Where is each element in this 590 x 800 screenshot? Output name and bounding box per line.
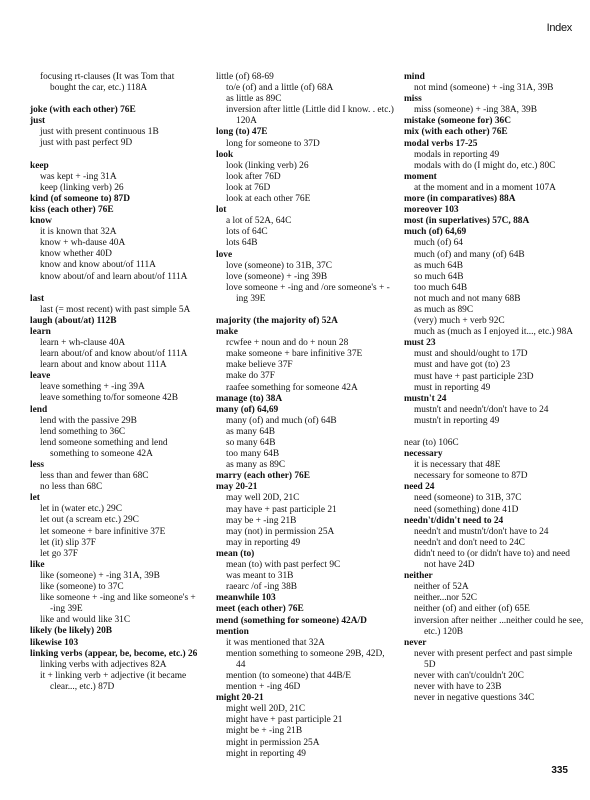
- page-number: 335: [551, 765, 568, 776]
- index-entry: near (to) 106C: [404, 438, 459, 448]
- index-entry: might be + -ing 21B: [226, 726, 303, 737]
- index-entry: leave something to/for someone 42B: [40, 393, 178, 404]
- index-entry: lots 64B: [226, 238, 258, 249]
- index-entry: raearc /of -ing 38B: [226, 582, 298, 593]
- index-headword: mustn't 24: [404, 393, 447, 404]
- index-headword: like: [30, 559, 45, 570]
- index-entry: just with present continuous 1B: [40, 127, 159, 138]
- index-entry: no less than 68C: [40, 482, 103, 493]
- index-headword: keep: [30, 160, 49, 171]
- index-entry: let someone + bare infinitive 37E: [40, 526, 166, 537]
- index-headword: much (of) 64,69: [404, 227, 467, 238]
- index-entry: might in reporting 49: [226, 748, 306, 759]
- index-entry: like someone + -ing and like someone's + -ing 39E: [40, 593, 196, 615]
- index-headword: majority (the majority of) 52A: [216, 315, 338, 326]
- index-entry: learn + wh-clause 40A: [40, 337, 126, 348]
- index-headword: likewise 103: [30, 637, 79, 648]
- index-entry: neither (of) and either (of) 65E: [414, 604, 530, 615]
- index-entry: not mind (someone) + -ing 31A, 39B: [414, 83, 554, 94]
- index-headword: know: [30, 216, 52, 227]
- index-headword: mention: [216, 626, 249, 637]
- index-entry: so much 64B: [414, 271, 464, 282]
- index-entry: like and would like 31C: [40, 615, 131, 626]
- index-headword: joke (with each other) 76E: [30, 105, 136, 116]
- index-entry: at the moment and in a moment 107A: [414, 182, 556, 193]
- index-entry: linking verbs with adjectives 82A: [40, 659, 167, 670]
- index-entry: necessary for someone to 87D: [414, 471, 528, 482]
- index-entry: mention + -ing 46D: [226, 682, 301, 693]
- index-entry: learn about and know about 111A: [40, 360, 167, 371]
- index-headword: likely (be likely) 20B: [30, 626, 113, 637]
- index-entry: know + wh-dause 40A: [40, 238, 126, 249]
- index-entry: it is known that 32A: [40, 227, 117, 238]
- index-entry: love (someone) + -ing 39B: [226, 271, 328, 282]
- index-entry: miss (someone) + -ing 38A, 39B: [414, 105, 537, 116]
- index-entry: as many as 89C: [226, 460, 286, 471]
- index-entry: may well 20D, 21C: [226, 493, 300, 504]
- index-headword: mind: [404, 72, 425, 82]
- index-entry: must and have got (to) 23: [414, 360, 511, 371]
- index-column-1: [30, 72, 200, 693]
- index-entry: so many 64B: [226, 438, 276, 448]
- index-headword: last: [30, 293, 45, 304]
- index-entry: make believe 37F: [226, 360, 293, 371]
- index-entry: love (someone) to 31B, 37C: [226, 260, 332, 271]
- index-entry: mention (to someone) that 44B/E: [226, 670, 351, 681]
- index-entry: like (someone) to 37C: [40, 582, 124, 593]
- index-entry: let in (water etc.) 29C: [40, 504, 122, 515]
- index-column-3: [404, 72, 584, 704]
- index-entry: may be + -ing 21B: [226, 515, 297, 526]
- index-entry: never in negative questions 34C: [414, 693, 535, 704]
- index-headword: marry (each other) 76E: [216, 471, 310, 482]
- index-headword: just: [30, 116, 46, 127]
- index-entry: make do 37F: [226, 371, 275, 382]
- index-entry: many (of) and much (of) 64B: [226, 415, 337, 426]
- index-entry: mean (to) with past perfect 9C: [226, 560, 341, 571]
- index-entry: lots of 64C: [226, 227, 268, 238]
- index-headword: long (to) 47E: [216, 127, 268, 138]
- index-entry: leave something + -ing 39A: [40, 382, 145, 393]
- index-entry: not much and not many 68B: [414, 293, 521, 304]
- index-entry: lend with the passive 29B: [40, 415, 137, 426]
- index-entry: a lot of 52A, 64C: [226, 216, 292, 227]
- index-headword: moment: [404, 171, 437, 182]
- index-headword: mix (with each other) 76E: [404, 127, 508, 138]
- index-entry: know and know about/of 111A: [40, 260, 156, 271]
- index-headword: lend: [30, 404, 48, 415]
- index-headword: must 23: [404, 338, 436, 349]
- index-entry: (very) much + verb 92C: [414, 316, 505, 327]
- index-entry: mustn't in reporting 49: [414, 415, 500, 426]
- index-entry: may have + past participle 21: [226, 504, 337, 515]
- index-entry: like (someone) + -ing 31A, 39B: [40, 570, 160, 581]
- index-headword: love: [216, 249, 233, 260]
- index-headword: needn't/didn't need to 24: [404, 515, 504, 526]
- index-entry: let go 37F: [40, 548, 79, 559]
- index-headword: most (in superlatives) 57C, 88A: [404, 216, 530, 227]
- index-entry: it is necessary that 48E: [414, 460, 501, 471]
- index-headword: necessary: [404, 449, 443, 460]
- index-headword: more (in comparatives) 88A: [404, 194, 516, 205]
- index-headword: never: [404, 637, 427, 648]
- index-entry: might have + past participle 21: [226, 715, 343, 726]
- index-entry: it + linking verb + adjective (it became clear..., etc.) 87D: [40, 670, 187, 692]
- index-entry: inversion after neither ...neither could he see, etc.) 120B: [414, 615, 584, 637]
- index-headword: miss: [404, 94, 422, 105]
- index-entry: little (of) 68-69: [216, 72, 274, 82]
- index-headword: manage (to) 38A: [216, 393, 283, 404]
- index-entry: look at each other 76E: [226, 194, 311, 205]
- index-headword: learn: [30, 326, 51, 337]
- index-entry: as much as 89C: [414, 304, 474, 315]
- index-headword: may 20-21: [216, 482, 258, 493]
- index-entry: needn't and mustn't/don't have to 24: [414, 526, 549, 537]
- index-entry: know about/of and learn about/of 111A: [40, 271, 188, 282]
- index-entry: keep (linking verb) 26: [40, 182, 124, 193]
- index-entry: might well 20D, 21C: [226, 704, 306, 715]
- index-headword: lot: [216, 205, 227, 216]
- index-entry: look after 76D: [226, 171, 281, 182]
- index-headword: moreover 103: [404, 205, 459, 216]
- index-headword: mean (to): [216, 548, 255, 559]
- index-entry: raafee something for someone 42A: [226, 382, 358, 393]
- index-headword: meanwhile 103: [216, 593, 276, 604]
- index-entry: must have + past participle 23D: [414, 371, 534, 382]
- index-entry: learn about/of and know about/of 111A: [40, 349, 188, 360]
- index-entry: lend someone something and lend something to someone 42A: [40, 437, 168, 459]
- index-entry: too many 64B: [226, 449, 280, 460]
- page-header: Index: [546, 22, 572, 34]
- index-headword: meet (each other) 76E: [216, 604, 304, 615]
- index-entry: much as (much as I enjoyed it..., etc.) 98A: [414, 327, 574, 338]
- index-entry: know whether 40D: [40, 249, 112, 260]
- index-entry: mustn't and needn't/don't have to 24: [414, 404, 549, 415]
- index-entry: long for someone to 37D: [226, 138, 320, 149]
- index-entry: needn't and don't need to 24C: [414, 537, 525, 548]
- index-entry: last (= most recent) with past simple 5A: [40, 304, 191, 315]
- index-entry: was kept + -ing 31A: [40, 171, 117, 182]
- index-entry: might in permission 25A: [226, 737, 320, 748]
- index-headword: many (of) 64,69: [216, 404, 279, 415]
- index-column-2: [216, 72, 394, 760]
- index-headword: let: [30, 493, 40, 504]
- index-entry: rcwfee + noun and do + noun 28: [226, 338, 349, 349]
- index-entry: need (something) done 41D: [414, 504, 519, 515]
- index-entry: must in reporting 49: [414, 382, 491, 393]
- index-entry: too much 64B: [414, 282, 468, 293]
- index-entry: lend something to 36C: [40, 426, 126, 437]
- index-entry: look at 76D: [226, 182, 271, 193]
- index-headword: less: [30, 460, 45, 470]
- index-entry: as little as 89C: [226, 94, 282, 105]
- index-entry: may in reporting 49: [226, 537, 301, 548]
- index-headword: make: [216, 327, 238, 338]
- index-headword: kiss (each other) 76E: [30, 204, 114, 215]
- index-entry: just with past perfect 9D: [40, 138, 133, 149]
- index-entry: modals with do (I might do, etc.) 80C: [414, 160, 556, 171]
- index-headword: mistake (someone for) 36C: [404, 116, 512, 127]
- index-entry: need (someone) to 31B, 37C: [414, 493, 522, 504]
- index-entry: never with present perfect and past simple 5D: [414, 648, 573, 670]
- index-entry: as many 64B: [226, 426, 275, 437]
- index-entry: as much 64B: [414, 260, 463, 271]
- index-headword: might 20-21: [216, 693, 264, 704]
- index-headword: laugh (about/at) 112B: [30, 315, 117, 326]
- index-headword: kind (of someone to) 87D: [30, 193, 130, 204]
- index-headword: need 24: [404, 482, 435, 493]
- index-entry: much (of) and many (of) 64B: [414, 249, 525, 260]
- index-entry: look (linking verb) 26: [226, 160, 309, 171]
- index-entry: love someone + -ing and /ore someone's + -ing 39E: [226, 282, 390, 304]
- index-headword: leave: [30, 371, 51, 382]
- index-headword: look: [216, 149, 234, 160]
- index-entry: never with can't/couldn't 20C: [414, 670, 524, 681]
- index-entry: much (of) 64: [414, 238, 463, 249]
- index-entry: let (it) slip 37F: [40, 537, 96, 548]
- index-entry: make someone + bare infinitive 37E: [226, 349, 363, 360]
- index-entry: modals in reporting 49: [414, 149, 500, 160]
- index-entry: less than and fewer than 68C: [40, 471, 149, 482]
- index-entry: neither...nor 52C: [414, 593, 478, 604]
- index-entry: it was mentioned that 32A: [226, 637, 325, 648]
- index-headword: neither: [404, 571, 433, 582]
- index-entry: neither of 52A: [414, 582, 469, 593]
- index-headword: mend (something for someone) 42A/D: [216, 615, 367, 626]
- index-entry: inversion after little (Little did I know. . etc.) 120A: [226, 105, 394, 127]
- index-entry: to/e (of) and a little (of) 68A: [226, 83, 334, 94]
- index-entry: must and should/ought to 17D: [414, 349, 528, 360]
- index-entry: may (not) in permission 25A: [226, 526, 335, 537]
- index-entry: was meant to 31B: [226, 571, 294, 582]
- index-entry: didn't need to (or didn't have to) and need not have 24D: [414, 548, 570, 571]
- index-entry: let out (a scream etc.) 29C: [40, 515, 139, 526]
- index-headword: modal verbs 17-25: [404, 138, 478, 149]
- index-headword: linking verbs (appear, be, become, etc.) 26: [30, 648, 198, 659]
- index-entry: focusing rt-clauses (It was Tom that bought the car, etc.) 118A: [40, 72, 175, 94]
- index-entry: mention something to someone 29B, 42D, 44: [226, 648, 385, 670]
- index-entry: never with have to 23B: [414, 682, 502, 693]
